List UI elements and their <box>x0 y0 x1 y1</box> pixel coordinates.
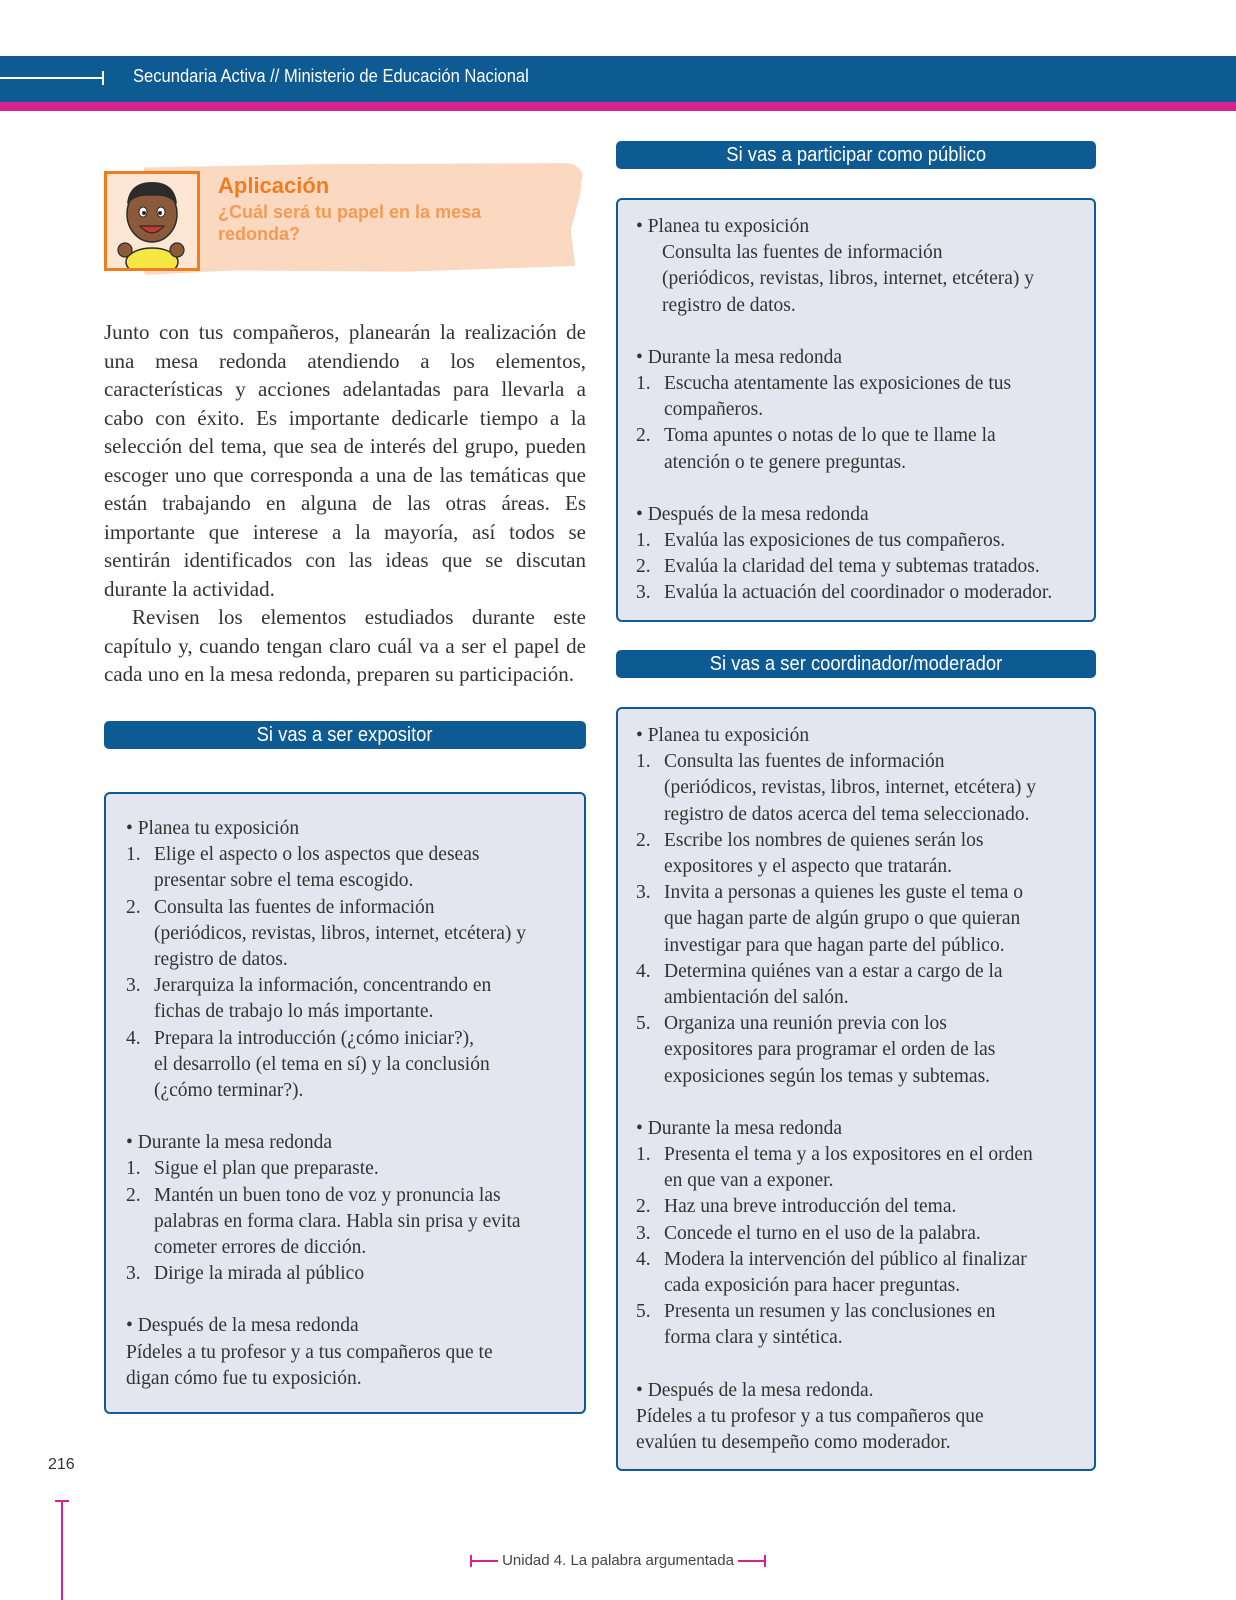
header-stripe <box>0 102 1236 111</box>
header-title: Secundaria Activa // Ministerio de Educación Nacional <box>133 66 529 86</box>
spacer <box>636 319 1074 345</box>
expositor-header-label: Si vas a ser expositor <box>257 724 433 746</box>
list-item <box>126 1156 564 1182</box>
student-illustration-icon <box>107 174 197 268</box>
moderador-header-label: Si vas a ser coordinador/moderador <box>709 653 1003 675</box>
list-item-line: forma clara y sintética. <box>664 1327 843 1349</box>
list-item-line: Determina quiénes van a estar a cargo de la <box>664 960 1003 982</box>
list-item <box>636 1221 1074 1247</box>
footer <box>0 1552 1236 1569</box>
list-item-line: registro de datos acerca del tema seleccionado. <box>664 803 1030 825</box>
list-item-number: 4. <box>126 1027 141 1049</box>
list-item-line: Mantén un buen tono de voz y pronuncia las <box>154 1184 501 1206</box>
list-item-line: (¿cómo terminar?). <box>154 1080 304 1102</box>
list-item-line: que hagan parte de algún grupo o que quieran <box>664 908 1021 930</box>
aplicacion-title: Aplicación <box>218 173 330 198</box>
moderador-panel <box>616 707 1096 1471</box>
intro-text <box>104 318 586 689</box>
list-item <box>636 554 1074 580</box>
list-item-line: presentar sobre el tema escogido. <box>154 870 414 892</box>
list-item-number: 3. <box>636 582 651 604</box>
left-rule-tick <box>55 1500 69 1502</box>
list-item <box>126 895 564 974</box>
list-item-line: investigar para que hagan parte del público. <box>664 934 1005 956</box>
list-item-line: cometer errores de dicción. <box>154 1237 367 1259</box>
list-item <box>126 842 564 894</box>
student-illustration <box>104 171 200 271</box>
list-item-line: cada exposición para hacer preguntas. <box>664 1275 961 1297</box>
list-item-line: expositores y el aspecto que tratarán. <box>664 856 953 878</box>
text-line: (periódicos, revistas, libros, internet, etcétera) y <box>662 268 1034 290</box>
spacer <box>126 1104 564 1130</box>
list-item <box>636 880 1074 959</box>
moderador-s1-title: • Planea tu exposición <box>636 725 810 746</box>
list-item-number: 3. <box>636 1222 651 1244</box>
list-item-line: Organiza una reunión previa con los <box>664 1013 947 1035</box>
list-item <box>636 1247 1074 1299</box>
list-item <box>636 1142 1074 1194</box>
list-item-line: Prepara la introducción (¿cómo iniciar?), <box>154 1027 474 1049</box>
publico-s2-list <box>636 371 1074 476</box>
list-item <box>126 1183 564 1262</box>
expositor-s3-line-2: digan cómo fue tu exposición. <box>126 1367 362 1389</box>
moderador-header <box>616 650 1096 678</box>
list-item-line: expositores para programar el orden de las <box>664 1039 996 1061</box>
list-item-line: en que van a exponer. <box>664 1170 834 1192</box>
text-line: registro de datos. <box>662 294 796 316</box>
list-item-line: Elige el aspecto o los aspectos que deseas <box>154 844 480 866</box>
list-item-line: Evalúa la claridad del tema y subtemas tratados. <box>664 556 1040 578</box>
list-item <box>636 1299 1074 1351</box>
expositor-panel <box>104 792 586 1414</box>
list-item-number: 4. <box>636 960 651 982</box>
footer-bar-left <box>472 1560 498 1562</box>
list-item-line: Concede el turno en el uso de la palabra. <box>664 1222 981 1244</box>
list-item-line: Presenta el tema y a los expositores en el orden <box>664 1144 1033 1166</box>
spacer <box>126 1287 564 1313</box>
expositor-s1-title: • Planea tu exposición <box>126 818 300 839</box>
list-item-number: 1. <box>126 1158 141 1180</box>
list-item <box>636 959 1074 1011</box>
footer-cap-right <box>764 1555 766 1567</box>
list-item-line: Presenta un resumen y las conclusiones en <box>664 1301 996 1323</box>
publico-panel <box>616 198 1096 622</box>
list-item-line: Escribe los nombres de quienes serán los <box>664 829 984 851</box>
list-item-line: registro de datos. <box>154 949 288 971</box>
list-item-line: atención o te genere preguntas. <box>664 451 907 473</box>
list-item-line: Dirige la mirada al público <box>154 1263 365 1285</box>
list-item <box>636 528 1074 554</box>
list-item <box>636 1194 1074 1220</box>
list-item <box>636 580 1074 606</box>
list-item-number: 2. <box>636 425 651 447</box>
list-item <box>636 749 1074 828</box>
list-item-line: Modera la intervención del público al finalizar <box>664 1248 1027 1270</box>
list-item-line: Consulta las fuentes de información <box>154 896 435 918</box>
publico-s3-list <box>636 528 1074 607</box>
list-item-line: Toma apuntes o notas de lo que te llame la <box>664 425 996 447</box>
list-item-number: 2. <box>126 896 141 918</box>
left-rule <box>61 1500 63 1600</box>
header-tick <box>102 71 104 85</box>
expositor-s3-line-1: Pídeles a tu profesor y a tus compañeros que te <box>126 1341 493 1363</box>
page-number: 216 <box>48 1456 75 1473</box>
publico-s1-lines <box>636 240 1074 319</box>
intro-paragraph-1: Junto con tus compañeros, planearán la realización de una mesa redonda atendiendo a los elementos, características y acciones adelantadas para llevarla a cabo con éxito. Es importante dedicarle tiempo a la selección del tema, que sea de interés del grupo, pueden escoger uno que corresponda a una de las temáticas que están trabajando en alguna de las otras áreas. Es importante que interese a la mayoría, así todos se sentirán identificados con las ideas que se discutan durante la actividad. <box>104 320 586 601</box>
footer-unit: Unidad 4. <box>502 1552 567 1569</box>
publico-header-label: Si vas a participar como público <box>726 144 986 166</box>
list-item-line: el desarrollo (el tema en sí) y la conclusión <box>154 1053 490 1075</box>
list-item-number: 1. <box>636 1144 651 1166</box>
expositor-s2-title: • Durante la mesa redonda <box>126 1132 333 1154</box>
list-item <box>126 1261 564 1287</box>
list-item-line: compañeros. <box>664 399 764 421</box>
aplicacion-box <box>104 163 584 275</box>
footer-bar-right <box>738 1560 764 1562</box>
list-item-number: 2. <box>636 556 651 578</box>
list-item-line: Evalúa las exposiciones de tus compañeros. <box>664 530 1006 552</box>
list-item-number: 3. <box>126 1263 141 1285</box>
list-item-number: 2. <box>636 829 651 851</box>
list-item-line: Escucha atentamente las exposiciones de tus <box>664 373 1012 395</box>
list-item-number: 5. <box>636 1301 651 1323</box>
spacer <box>636 1090 1074 1116</box>
list-item-number: 5. <box>636 1013 651 1035</box>
list-item-number: 1. <box>636 530 651 552</box>
list-item <box>126 973 564 1025</box>
list-item <box>636 423 1074 475</box>
moderador-s2-list <box>636 1142 1074 1352</box>
moderador-s3-title: • Después de la mesa redonda. <box>636 1379 874 1401</box>
expositor-s1-list <box>126 842 564 1104</box>
list-item-line: Haz una breve introducción del tema. <box>664 1196 957 1218</box>
list-item <box>636 371 1074 423</box>
expositor-s3-title: • Después de la mesa redonda <box>126 1315 359 1337</box>
list-item-number: 4. <box>636 1248 651 1270</box>
list-item-line: fichas de trabajo lo más importante. <box>154 1001 434 1023</box>
list-item-number: 2. <box>126 1184 141 1206</box>
aplicacion-subtitle: ¿Cuál será tu papel en la mesa redonda? <box>218 202 482 244</box>
list-item-line: (periódicos, revistas, libros, internet, etcétera) y <box>664 777 1036 799</box>
intro-paragraph-2: Revisen los elementos estudiados durante este capítulo y, cuando tengan claro cuál va a ser el papel de cada uno en la mesa redonda, preparen su participación. <box>104 605 586 686</box>
list-item-line: Consulta las fuentes de información <box>664 751 945 773</box>
moderador-s2-title: • Durante la mesa redonda <box>636 1117 843 1139</box>
list-item-number: 3. <box>126 975 141 997</box>
publico-header <box>616 141 1096 169</box>
list-item-line: Invita a personas a quienes les guste el tema o <box>664 882 1024 904</box>
list-item-line: ambientación del salón. <box>664 987 849 1009</box>
list-item-line: exposiciones según los temas y subtemas. <box>664 1065 991 1087</box>
publico-s1-title: • Planea tu exposición <box>636 216 810 237</box>
list-item <box>636 828 1074 880</box>
list-item <box>636 1011 1074 1090</box>
moderador-s1-list <box>636 749 1074 1090</box>
list-item-number: 2. <box>636 1196 651 1218</box>
list-item-line: palabras en forma clara. Habla sin prisa y evita <box>154 1210 521 1232</box>
list-item <box>126 1026 564 1105</box>
publico-s2-title: • Durante la mesa redonda <box>636 346 843 368</box>
text-line: Consulta las fuentes de información <box>662 242 943 264</box>
expositor-header <box>104 721 586 749</box>
footer-title: La palabra argumentada <box>570 1552 734 1569</box>
list-item-number: 1. <box>126 844 141 866</box>
list-item-number: 1. <box>636 373 651 395</box>
list-item-line: (periódicos, revistas, libros, internet, etcétera) y <box>154 922 526 944</box>
spacer <box>636 476 1074 502</box>
expositor-s2-list <box>126 1156 564 1287</box>
spacer <box>636 1352 1074 1378</box>
list-item-line: Sigue el plan que preparaste. <box>154 1158 379 1180</box>
header-line <box>0 77 104 79</box>
list-item-number: 1. <box>636 751 651 773</box>
publico-s3-title: • Después de la mesa redonda <box>636 503 869 525</box>
list-item-line: Jerarquiza la información, concentrando en <box>154 975 492 997</box>
moderador-s3-line-2: evalúen tu desempeño como moderador. <box>636 1432 951 1454</box>
list-item-number: 3. <box>636 882 651 904</box>
moderador-s3-line-1: Pídeles a tu profesor y a tus compañeros que <box>636 1405 984 1427</box>
list-item-line: Evalúa la actuación del coordinador o moderador. <box>664 582 1053 604</box>
